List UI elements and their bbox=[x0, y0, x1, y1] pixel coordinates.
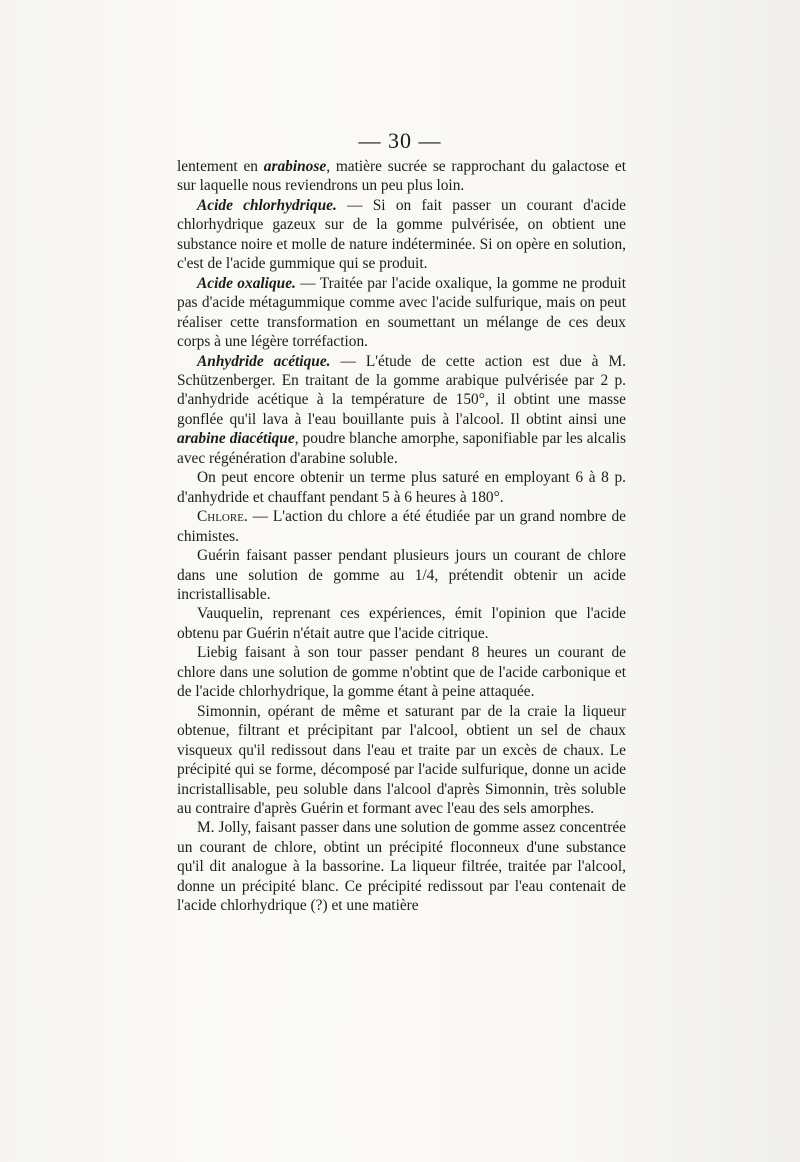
paragraph-heading: Acide chlorhydrique. bbox=[197, 196, 337, 214]
paragraph bbox=[177, 643, 626, 701]
paragraph-heading: Acide oxalique. bbox=[197, 274, 296, 292]
paragraph-heading: Chlore. bbox=[197, 508, 248, 526]
paragraph-text: On peut encore obtenir un terme plus saturé en employant 6 à 8 p. d'anhydride et chauffant pendant 5 à 6 heures à 180°. bbox=[177, 469, 626, 506]
paragraph bbox=[177, 546, 626, 604]
emphasized-term: arabinose bbox=[263, 158, 327, 175]
paragraph-text: — L'étude de cette action est due à M. Schützenberger. En traitant de la gomme arabique pulvérisée par 2 p. d'anhydride acétique à la température de 150°, il obtint une masse gonflée qu'il lava à l'eau bouillante puis à l'alcool. Il obtint ainsi une bbox=[177, 352, 626, 428]
paragraph bbox=[177, 702, 626, 819]
paragraph bbox=[177, 157, 626, 196]
paragraph-text: — Traitée par l'acide oxalique, la gomme ne produit pas d'acide métagummique comme avec l'acide sulfurique, mais on peut réaliser cette transformation en soumettant un mélange de ces deux corps à une légère torréfaction. bbox=[177, 274, 626, 351]
paragraph-text: , matière sucrée se rapprochant du galactose et sur laquelle nous reviendrons un peu plus loin. bbox=[177, 158, 626, 195]
paragraph-text: Guérin faisant passer pendant plusieurs jours un courant de chlore dans une solution de gomme au 1/4, prétendit obtenir un acide incristallisable. bbox=[177, 547, 626, 603]
paragraph bbox=[177, 604, 626, 643]
paragraph-text: — L'action du chlore a été étudiée par un grand nombre de chimistes. bbox=[177, 508, 626, 545]
paragraph bbox=[177, 352, 626, 469]
paragraph-heading: Anhydride acétique. bbox=[197, 352, 331, 370]
paragraph-text: — Si on fait passer un courant d'acide chlorhydrique gazeux sur de la gomme pulvérisée, on obtient une substance noire et molle de nature indéterminée. Si on opère en solution, c'est de l'acide gummique qui se produit. bbox=[177, 196, 627, 273]
paragraph-text: , poudre blanche amorphe, saponifiable par les alcalis avec régénération d'arabine soluble. bbox=[177, 430, 627, 467]
paragraph bbox=[177, 274, 626, 352]
emphasized-term: arabine diacétique bbox=[177, 430, 295, 448]
paragraph-text: Simonnin, opérant de même et saturant par de la craie la liqueur obtenue, filtrant et précipitant par l'alcool, obtient un sel de chaux visqueux qu'il redissout dans l'eau et traite par un excès de chaux. Le précipité qui se forme, décomposé par l'acide sulfurique, donne un acide incristallisable, peu soluble dans l'alcool d'après Simonnin, très soluble au contraire d'après Guérin et formant avec l'eau des sels amorphes. bbox=[177, 702, 626, 817]
paragraph-text: lentement en bbox=[177, 158, 264, 175]
paragraph bbox=[177, 468, 626, 507]
paragraph-text: Liebig faisant à son tour passer pendant 8 heures un courant de chlore dans une solution de gomme n'obtint que de l'acide carbonique et de l'acide chlorhydrique, la gomme étant à peine attaquée. bbox=[177, 644, 626, 701]
paragraph-text: Vauquelin, reprenant ces expériences, émit l'opinion que l'acide obtenu par Guérin n'était autre que l'acide citrique. bbox=[177, 605, 626, 642]
page-number: — 30 — bbox=[358, 128, 442, 153]
paragraph bbox=[177, 196, 626, 274]
paragraph bbox=[177, 507, 626, 546]
paragraph-text: M. Jolly, faisant passer dans une solution de gomme assez concentrée un courant de chlore, obtint un précipité floconneux d'une substance qu'il dit analogue à la bassorine. La liqueur filtrée, traitée par l'alcool, donne un précipité blanc. Ce précipité redissout par l'eau contenait de l'acide chlorhydrique (?) et une matière bbox=[177, 819, 626, 915]
body-text bbox=[177, 157, 626, 916]
paragraph bbox=[177, 818, 626, 915]
